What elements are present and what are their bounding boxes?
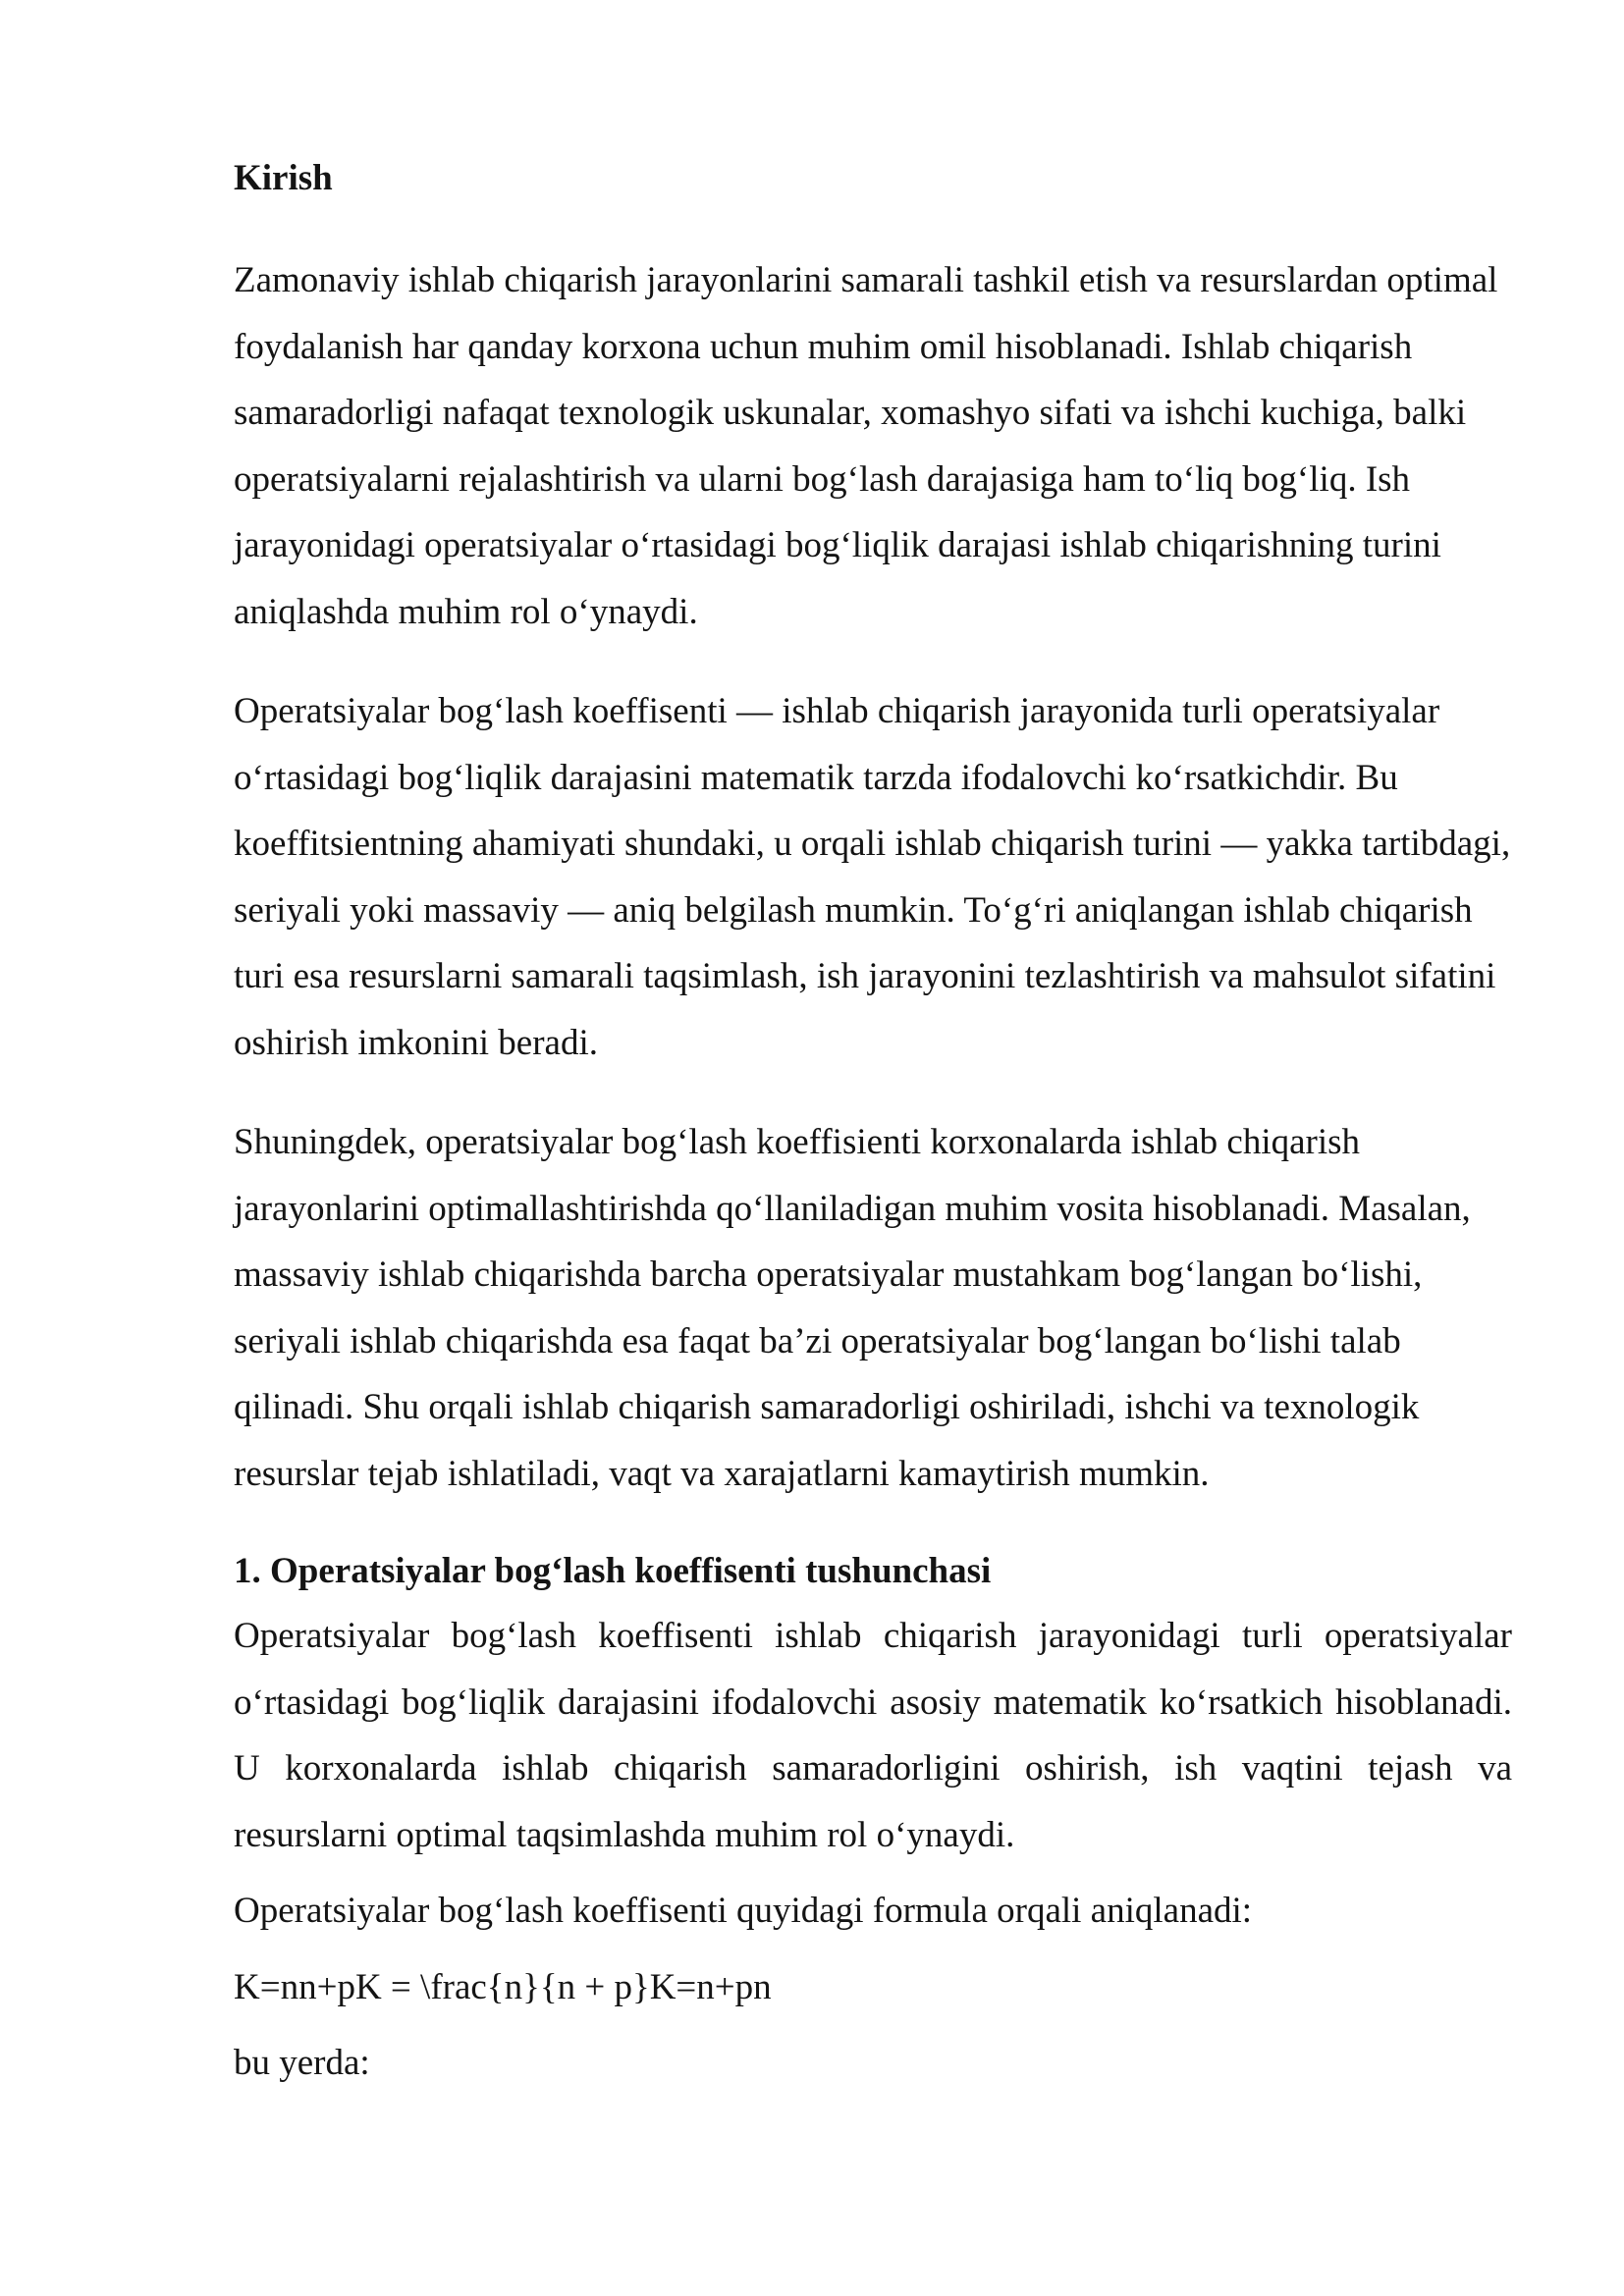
spacer [234,210,1512,247]
document-title: Kirish [234,158,333,198]
spacer [234,1076,1512,1109]
section-heading: 1. Operatsiyalar bog‘lash koeffisenti tushunchasi [234,1551,992,1591]
intro-paragraph-3: Shuningdek, operatsiyalar bog‘lash koeffisienti korxonalarda ishlab chiqarish jarayonlarini optimallashtirishda qo‘llaniladigan muhim vosita hisoblanadi. Masalan, massaviy ishlab chiqarishda barcha operatsiyalar mustahkam bog‘langan bo‘lishi, seriyali ishlab chiqarishda esa faqat ba’zi operatsiyalar bog‘langan bo‘lishi talab qilinadi. Shu orqali ishlab chiqarish samaradorligi oshiriladi, ishchi va texnologik resurslar tejab ishlatiladi, vaqt va xarajatlarni kamaytirish mumkin. [234,1122,1471,1494]
spacer [234,1945,1512,1954]
where-label: bu yerda: [234,2043,370,2083]
spacer [234,645,1512,678]
document-page [234,147,1512,2097]
intro-paragraph-1: Zamonaviy ishlab chiqarish jarayonlarini samarali tashkil etish va resurslardan optimal foydalanish har qanday korxona uchun muhim omil hisoblanadi. Ishlab chiqarish samaradorligi nafaqat texnologik uskunalar, xomashyo sifati va ishchi kuchiga, balki operatsiyalarni rejalashtirish va ularni bog‘lash darajasiga ham to‘liq bog‘liq. Ish jarayonidagi operatsiyalar o‘rtasidagi bog‘liqlik darajasi ishlab chiqarishning turini aniqlashda muhim rol o‘ynaydi. [234,260,1498,632]
section-paragraph: Operatsiyalar bog‘lash koeffisenti ishlab chiqarish jarayonidagi turli operatsiyalar o‘rtasidagi bog‘liqlik darajasini ifodalovchi asosiy matematik ko‘rsatkich hisoblanadi. U korxonalarda ishlab chiqarish samaradorligini oshirish, ish vaqtini tejash va resurslarni optimal taqsimlashda muhim rol o‘ynaydi. [234,1616,1512,1855]
formula-text: K=nn+pK = \frac{n}{n + p}K=n+pn [234,1966,772,2007]
spacer [234,1507,1512,1540]
spacer [234,1868,1512,1878]
formula-intro: Operatsiyalar bog‘lash koeffisenti quyidagi formula orqali aniqlanadi: [234,1891,1253,1931]
spacer [234,2020,1512,2030]
intro-paragraph-2: Operatsiyalar bog‘lash koeffisenti — ishlab chiqarish jarayonida turli operatsiyalar o‘rtasidagi bog‘liqlik darajasini matematik tarzda ifodalovchi ko‘rsatkichdir. Bu koeffitsientning ahamiyati shundaki, u orqali ishlab chiqarish turini — yakka tartibdagi, seriyali yoki massaviy — aniq belgilash mumkin. To‘g‘ri aniqlangan ishlab chiqarish turi esa resurslarni samarali taqsimlash, ish jarayonini tezlashtirish va mahsulot sifatini oshirish imkonini beradi. [234,691,1511,1063]
